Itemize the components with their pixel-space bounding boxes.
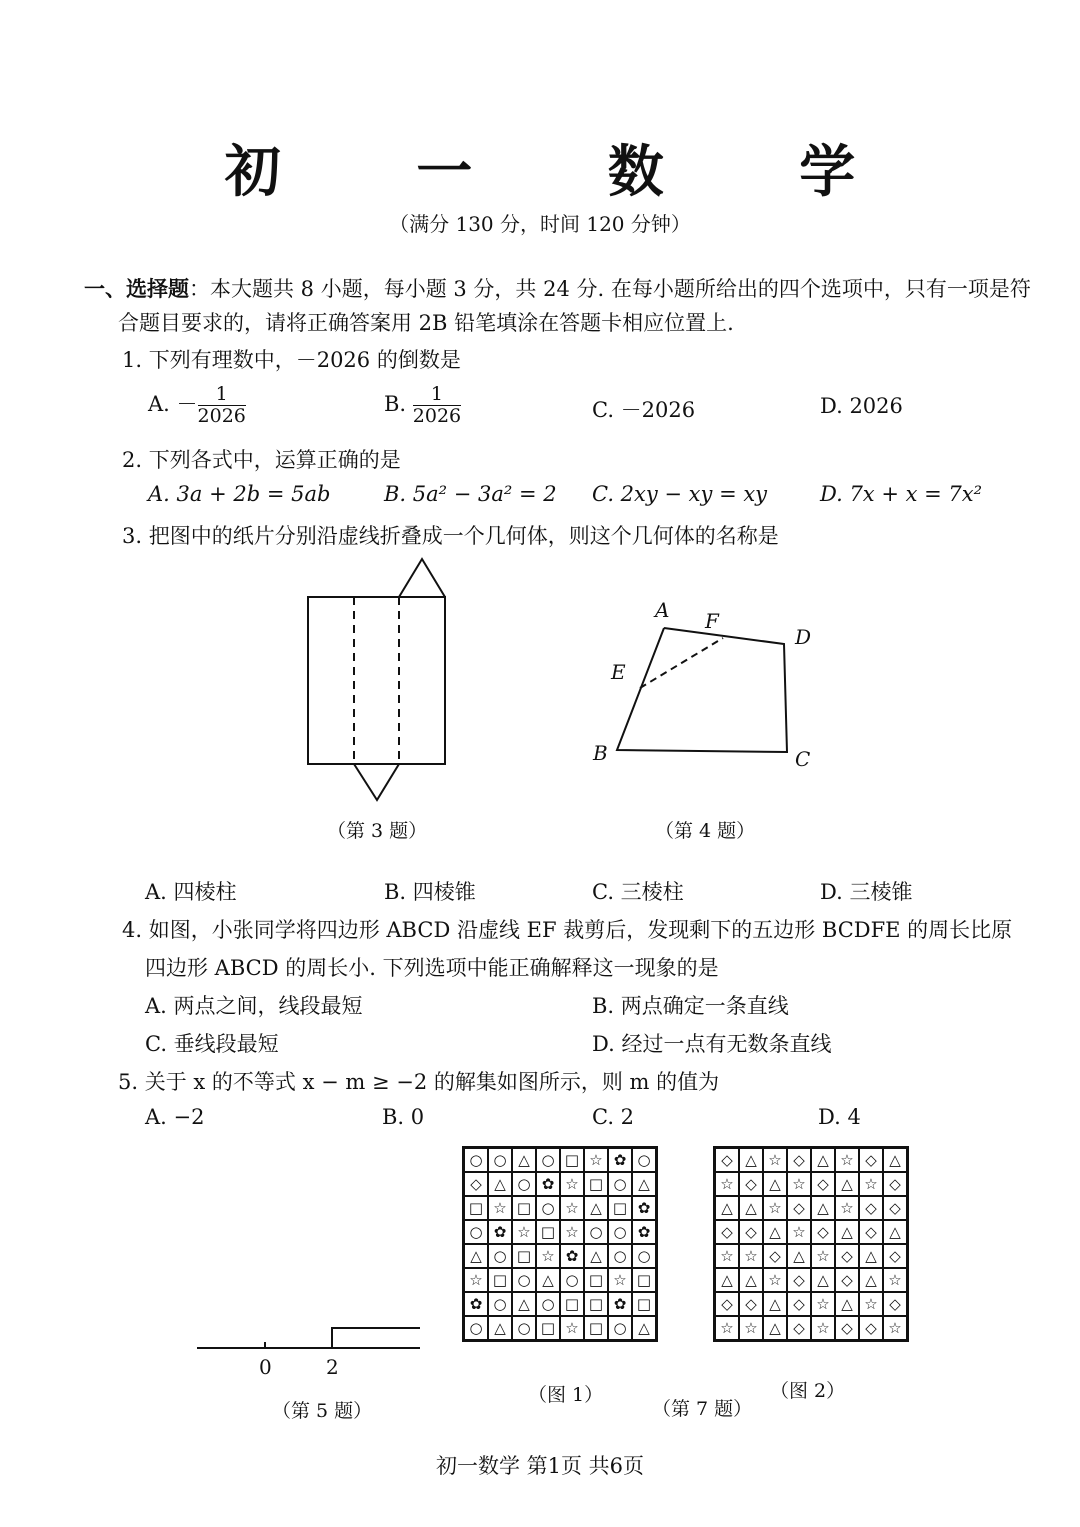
q7-grid1-cell: ○ [464, 1316, 488, 1340]
q7-grid2-cell: ◇ [787, 1196, 811, 1220]
q7-grid1-cell: □ [536, 1220, 560, 1244]
page-title: 初 一 数 学 [224, 139, 914, 205]
section-heading: 一、选择题 [84, 276, 189, 301]
q7-grid2-cell: ◇ [811, 1220, 835, 1244]
q7-grid2-cell: ◇ [811, 1172, 835, 1196]
q7-grid2-cell: △ [763, 1316, 787, 1340]
q7-grid2-cell: ◇ [787, 1268, 811, 1292]
q1-option-d: D. 2026 [820, 394, 903, 418]
q7-grid2-cell: △ [811, 1148, 835, 1172]
q7-grid2-cell: ☆ [835, 1148, 859, 1172]
q1-option-a-numerator: 1 [198, 384, 246, 406]
q7-grid2-cell: △ [763, 1220, 787, 1244]
q4-stem-line1: 4. 如图，小张同学将四边形 ABCD 沿虚线 EF 裁剪后，发现剩下的五边形 BCDFE 的周长比原 [122, 918, 1013, 942]
q7-grid1-cell: ☆ [584, 1148, 608, 1172]
q7-grid1-cell: ○ [560, 1268, 584, 1292]
q7-grid2-cell: △ [835, 1172, 859, 1196]
q7-grid1-cell: ✿ [608, 1148, 632, 1172]
q1-stem: 1. 下列有理数中，－2026 的倒数是 [122, 348, 461, 372]
q7-grid1-cell: ○ [632, 1244, 656, 1268]
q2-option-c: C. 2xy − xy = xy [592, 482, 768, 506]
q7-grid1-cell: △ [488, 1316, 512, 1340]
q7-grid1-cell: □ [584, 1172, 608, 1196]
q7-grid2-cell: ◇ [787, 1148, 811, 1172]
q7-grid2-cell: ☆ [811, 1316, 835, 1340]
q4-label-f: F [705, 609, 719, 633]
q7-grid2-cell: △ [739, 1148, 763, 1172]
q7-grid1-cell: ✿ [488, 1220, 512, 1244]
q4-option-c: C. 垂线段最短 [145, 1032, 279, 1056]
q7-grid1-cell: ☆ [560, 1172, 584, 1196]
q5-option-b: B. 0 [382, 1105, 425, 1129]
q4-label-c: C [795, 747, 811, 771]
q3-option-b: B. 四棱锥 [384, 880, 476, 904]
q4-label-d: D [795, 625, 812, 649]
q1-option-a-denominator: 2026 [197, 405, 246, 427]
q7-grid1-cell: △ [536, 1268, 560, 1292]
q7-grid1-cell: □ [488, 1268, 512, 1292]
q5-stem: 5. 关于 x 的不等式 x − m ≥ −2 的解集如图所示，则 m 的值为 [118, 1070, 720, 1094]
q7-grid2-cell: △ [811, 1196, 835, 1220]
q7-grid2-cell: △ [763, 1292, 787, 1316]
q7-grid1-cell: ○ [536, 1292, 560, 1316]
q7-grid1-cell: ○ [488, 1148, 512, 1172]
section-intro-text: ：本大题共 8 小题，每小题 3 分，共 24 分. 在每小题所给出的四个选项中，只有一项是符 [189, 277, 1031, 301]
q7-grid2-cell: ☆ [787, 1172, 811, 1196]
q7-grid1-cell: ○ [608, 1220, 632, 1244]
q7-grid1-cell: ☆ [536, 1244, 560, 1268]
q1-option-b-fraction [413, 384, 461, 427]
q7-grid2-cell: ◇ [763, 1244, 787, 1268]
q5-option-a: A. −2 [145, 1105, 205, 1129]
q7-grid2-cell: △ [835, 1220, 859, 1244]
section-intro-line2: 合题目要求的，请将正确答案用 2B 铅笔填涂在答题卡相应位置上. [118, 311, 734, 335]
q7-grid1-cell: ☆ [560, 1220, 584, 1244]
q7-grid1-cell: △ [488, 1172, 512, 1196]
q1-option-b-label: B. [384, 392, 413, 416]
section-intro-line1 [84, 273, 1031, 303]
q7-grid2-cell: ☆ [739, 1316, 763, 1340]
q7-grid2-cell: ◇ [835, 1244, 859, 1268]
q7-figure-2-grid [713, 1146, 909, 1342]
q4-label-b: B [593, 741, 608, 765]
q3-option-c: C. 三棱柱 [592, 880, 684, 904]
q7-grid2-cell: ◇ [883, 1196, 907, 1220]
q7-grid2-cell: △ [859, 1244, 883, 1268]
q7-grid1-cell: △ [584, 1244, 608, 1268]
q7-grid1-cell: □ [584, 1268, 608, 1292]
q7-grid1-cell: ○ [512, 1268, 536, 1292]
q7-grid1-cell: ○ [536, 1148, 560, 1172]
q7-grid1-cell: ✿ [632, 1196, 656, 1220]
q7-grid1-cell: □ [512, 1196, 536, 1220]
q5-caption: （第 5 题） [272, 1400, 373, 1422]
q7-grid1-cell: ☆ [560, 1316, 584, 1340]
q7-figure-1-caption: （图 1） [528, 1384, 604, 1406]
q7-grid1-cell: ○ [608, 1172, 632, 1196]
q4-option-a: A. 两点之间，线段最短 [145, 994, 363, 1018]
q7-grid2-cell: ☆ [739, 1244, 763, 1268]
q7-grid1-cell: △ [512, 1292, 536, 1316]
q4-option-d: D. 经过一点有无数条直线 [592, 1032, 832, 1056]
q7-grid2-cell: △ [859, 1268, 883, 1292]
q7-grid1-cell: ○ [608, 1244, 632, 1268]
q7-grid2-cell: ☆ [763, 1148, 787, 1172]
q5-tick-label-0: 0 [259, 1355, 272, 1379]
q7-grid1-cell: □ [632, 1268, 656, 1292]
q3-net-figure [300, 555, 460, 805]
q7-grid1-cell: □ [560, 1292, 584, 1316]
q3-net-bottom-triangle [354, 764, 399, 800]
q7-figure-1-grid [462, 1146, 658, 1342]
q7-grid2-cell: ◇ [739, 1172, 763, 1196]
q7-grid2-cell: ◇ [859, 1196, 883, 1220]
q7-grid2-cell: △ [835, 1292, 859, 1316]
q2-option-a: A. 3a + 2b = 5ab [148, 482, 331, 506]
q7-grid2-cell: ◇ [859, 1316, 883, 1340]
q7-grid2-cell: △ [739, 1196, 763, 1220]
q3-option-a: A. 四棱柱 [145, 880, 237, 904]
q7-grid1-cell: □ [560, 1148, 584, 1172]
q5-tick-label-2: 2 [326, 1355, 339, 1379]
q7-grid2-cell: ☆ [835, 1196, 859, 1220]
q4-cut-line-ef [640, 638, 723, 688]
q7-grid2-cell: ☆ [811, 1244, 835, 1268]
q7-grid1-cell: □ [608, 1196, 632, 1220]
q1-option-b [384, 384, 461, 427]
q1-option-a [148, 384, 246, 427]
q4-quadrilateral [617, 628, 787, 752]
q7-grid2-cell: ◇ [835, 1268, 859, 1292]
q7-grid1-cell: □ [584, 1316, 608, 1340]
q7-grid2-cell: ◇ [787, 1316, 811, 1340]
page-footer: 初一数学 第1页 共6页 [435, 1454, 645, 1478]
q7-grid1-cell: ○ [512, 1316, 536, 1340]
q7-figure-2-caption: （图 2） [770, 1380, 846, 1402]
q4-label-a: A [655, 598, 670, 622]
q1-option-b-numerator: 1 [413, 384, 461, 406]
q7-grid2-cell: △ [883, 1148, 907, 1172]
q7-grid1-cell: ✿ [608, 1292, 632, 1316]
q7-grid2-cell: ☆ [763, 1196, 787, 1220]
q3-caption: （第 3 题） [327, 820, 428, 842]
q7-grid1-cell: △ [512, 1148, 536, 1172]
q7-grid1-cell: □ [536, 1316, 560, 1340]
q7-caption: （第 7 题） [652, 1398, 753, 1420]
q7-grid1-cell: ○ [464, 1148, 488, 1172]
q7-grid1-cell: ☆ [488, 1196, 512, 1220]
q7-grid1-cell: ○ [608, 1316, 632, 1340]
q5-option-c: C. 2 [592, 1105, 635, 1129]
q7-grid2-cell: △ [739, 1268, 763, 1292]
q1-option-c: C. －2026 [592, 398, 696, 422]
q7-grid1-cell: ○ [512, 1172, 536, 1196]
q5-option-d: D. 4 [818, 1105, 861, 1129]
q7-grid2-cell: ◇ [859, 1148, 883, 1172]
q7-grid1-cell: ○ [464, 1220, 488, 1244]
q7-grid1-cell: ○ [488, 1244, 512, 1268]
q7-grid1-cell: ✿ [560, 1244, 584, 1268]
q7-grid1-cell: □ [512, 1244, 536, 1268]
q4-option-b: B. 两点确定一条直线 [592, 994, 789, 1018]
q4-caption: （第 4 题） [655, 820, 756, 842]
q7-grid1-cell: ◇ [464, 1172, 488, 1196]
q3-option-d: D. 三棱锥 [820, 880, 913, 904]
q7-grid1-cell: ○ [584, 1220, 608, 1244]
q5-number-line [195, 1320, 425, 1380]
q7-grid2-cell: ◇ [883, 1244, 907, 1268]
q7-grid2-cell: ◇ [739, 1292, 763, 1316]
q7-grid2-cell: ◇ [883, 1292, 907, 1316]
q7-grid2-cell: ◇ [787, 1292, 811, 1316]
q7-grid2-cell: △ [883, 1220, 907, 1244]
q7-grid1-cell: ✿ [536, 1172, 560, 1196]
q2-stem: 2. 下列各式中，运算正确的是 [122, 448, 401, 472]
q7-grid1-cell: △ [584, 1196, 608, 1220]
q4-quadrilateral-figure [585, 590, 825, 780]
q7-grid1-cell: ☆ [512, 1220, 536, 1244]
q7-grid1-cell: ☆ [464, 1268, 488, 1292]
q7-grid2-cell: ☆ [787, 1220, 811, 1244]
q7-grid1-cell: △ [632, 1316, 656, 1340]
q7-grid1-cell: □ [584, 1292, 608, 1316]
q7-grid2-cell: ☆ [859, 1172, 883, 1196]
q7-grid2-cell: ☆ [715, 1244, 739, 1268]
q7-grid2-cell: ◇ [859, 1220, 883, 1244]
q7-grid1-cell: □ [464, 1196, 488, 1220]
q7-grid1-cell: ○ [536, 1196, 560, 1220]
q7-grid1-cell: ✿ [632, 1220, 656, 1244]
q7-grid2-cell: ☆ [763, 1268, 787, 1292]
q7-grid2-cell: △ [787, 1244, 811, 1268]
q7-grid1-cell: △ [632, 1172, 656, 1196]
q1-option-a-label: A. － [148, 392, 198, 416]
q7-grid2-cell: ◇ [715, 1148, 739, 1172]
q7-grid2-cell: ☆ [811, 1292, 835, 1316]
q7-grid2-cell: ◇ [715, 1220, 739, 1244]
q7-grid2-cell: ◇ [739, 1220, 763, 1244]
page-subtitle: （满分 130 分，时间 120 分钟） [389, 212, 691, 236]
q7-grid2-cell: ◇ [883, 1172, 907, 1196]
q3-net-top-triangle [399, 559, 445, 597]
q7-grid1-cell: ○ [488, 1292, 512, 1316]
q4-stem-line2: 四边形 ABCD 的周长小. 下列选项中能正确解释这一现象的是 [145, 956, 719, 980]
q7-grid2-cell: △ [763, 1172, 787, 1196]
q7-grid1-cell: ○ [632, 1148, 656, 1172]
q7-grid2-cell: △ [715, 1196, 739, 1220]
q7-grid1-cell: △ [464, 1244, 488, 1268]
q1-option-b-denominator: 2026 [412, 405, 462, 427]
q7-grid2-cell: △ [811, 1268, 835, 1292]
q7-grid2-cell: ☆ [859, 1292, 883, 1316]
q7-grid2-cell: △ [715, 1268, 739, 1292]
q7-grid2-cell: ◇ [835, 1316, 859, 1340]
q7-grid2-cell: ☆ [883, 1316, 907, 1340]
q4-label-e: E [611, 660, 626, 684]
q7-grid1-cell: ✿ [464, 1292, 488, 1316]
q7-grid2-cell: ☆ [715, 1172, 739, 1196]
q7-grid2-cell: ☆ [883, 1268, 907, 1292]
q1-option-a-fraction [198, 384, 246, 427]
q7-grid1-cell: ☆ [608, 1268, 632, 1292]
q7-grid2-cell: ☆ [715, 1316, 739, 1340]
q2-option-b: B. 5a² − 3a² = 2 [384, 482, 557, 506]
q7-grid1-cell: □ [632, 1292, 656, 1316]
q7-grid1-cell: ☆ [560, 1196, 584, 1220]
q2-option-d: D. 7x + x = 7x² [820, 482, 983, 506]
q3-net-rect [308, 597, 445, 764]
q7-grid2-cell: ◇ [715, 1292, 739, 1316]
q3-stem: 3. 把图中的纸片分别沿虚线折叠成一个几何体，则这个几何体的名称是 [122, 524, 779, 548]
q5-solution-ray [332, 1328, 420, 1348]
